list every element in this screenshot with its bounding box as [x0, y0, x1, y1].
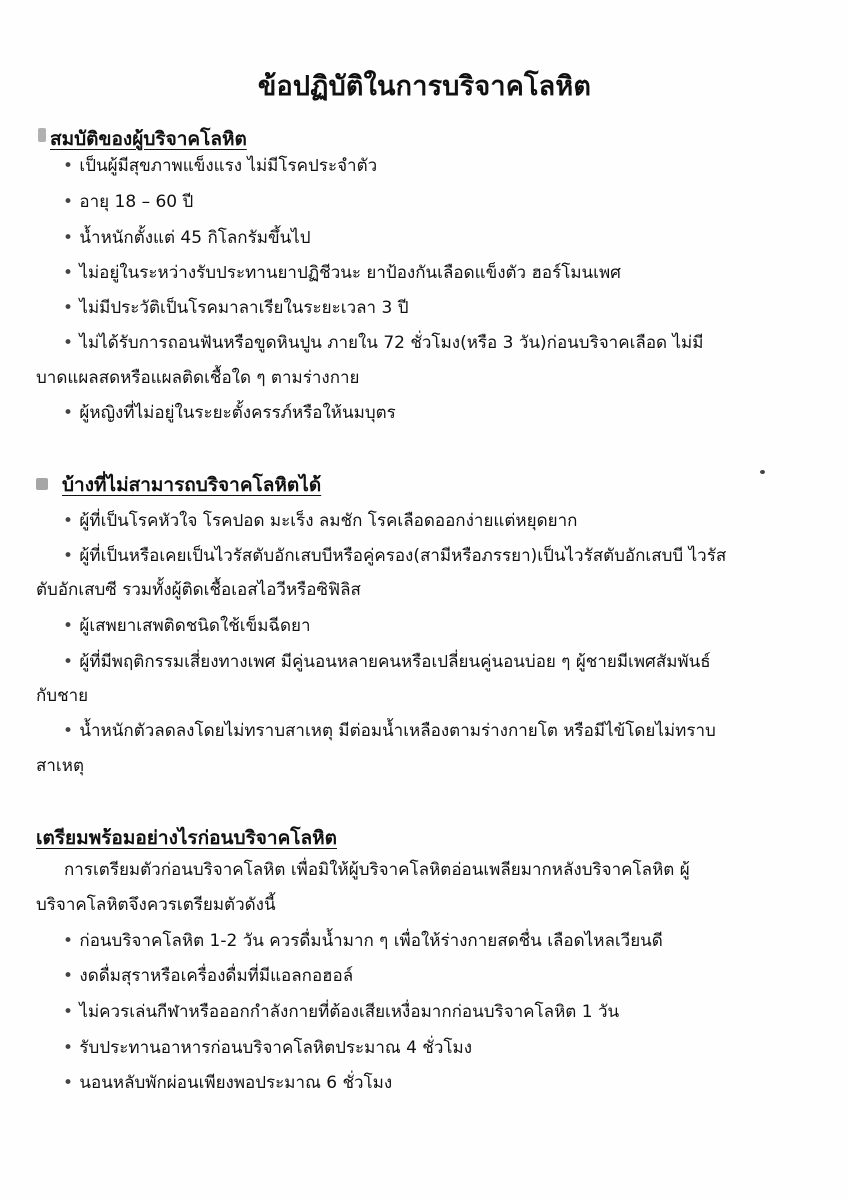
list-item: • ไม่ได้รับการถอนฟันหรือขูดหินปูน ภายใน 72 ชั่วโมง(หรือ 3 วัน)ก่อนบริจาคเลือด ไม่มี [62, 333, 704, 353]
list-item: • ไม่อยู่ในระหว่างรับประทานยาปฏิชีวนะ ยาป้องกันเลือดแข็งตัว ฮอร์โมนเพศ [62, 263, 621, 283]
section1-heading: สมบัติของผู้บริจาคโลหิต [50, 128, 247, 150]
scan-speck [760, 470, 765, 474]
list-item: • อายุ 18 – 60 ปี [62, 192, 194, 212]
list-item: • ไม่ควรเล่นกีฬาหรือออกกำลังกายที่ต้องเสียเหงื่อมากก่อนบริจาคโลหิต 1 วัน [62, 1002, 620, 1022]
list-item: • งดดื่มสุราหรือเครื่องดื่มที่มีแอลกอฮอล์ [62, 966, 354, 986]
list-item: • ผู้ที่เป็นหรือเคยเป็นไวรัสตับอักเสบบีหรือคู่ครอง(สามีหรือภรรยา)เป็นไวรัสตับอักเสบบี ไวรัส [62, 546, 727, 566]
list-item: • ไม่มีประวัติเป็นโรคมาลาเรียในระยะเวลา 3 ปี [62, 298, 409, 318]
scan-blot [36, 478, 48, 490]
section3-heading: เตรียมพร้อมอย่างไรก่อนบริจาคโลหิต [36, 827, 338, 849]
list-item: • เป็นผู้มีสุขภาพแข็งแรง ไม่มีโรคประจำตัว [62, 156, 378, 176]
section2-heading: บ้างที่ไม่สามารถบริจาคโลหิตได้ [62, 474, 322, 496]
list-item-continuation: บาดแผลสดหรือแผลติดเชื้อใด ๆ ตามร่างกาย [36, 368, 360, 388]
list-item: • ผู้หญิงที่ไม่อยู่ในระยะตั้งครรภ์หรือให้นมบุตร [62, 403, 396, 423]
scan-blot [38, 128, 46, 142]
list-item-continuation: สาเหตุ [36, 756, 84, 776]
list-item: • ผู้ที่มีพฤติกรรมเสี่ยงทางเพศ มีคู่นอนหลายคนหรือเปลี่ยนคู่นอนบ่อย ๆ ผู้ชายมีเพศสัมพันธ์ [62, 652, 711, 672]
page-title: ข้อปฏิบัติในการบริจาคโลหิต [257, 71, 592, 102]
section3-intro-line: บริจาคโลหิตจึงควรเตรียมตัวดังนี้ [36, 895, 276, 915]
list-item: • นอนหลับพักผ่อนเพียงพอประมาณ 6 ชั่วโมง [62, 1073, 393, 1093]
list-item: • ก่อนบริจาคโลหิต 1-2 วัน ควรดื่มน้ำมาก ๆ เพื่อให้ร่างกายสดชื่น เลือดไหลเวียนดี [62, 931, 663, 951]
section3-intro-line: การเตรียมตัวก่อนบริจาคโลหิต เพื่อมิให้ผู้บริจาคโลหิตอ่อนเพลียมากหลังบริจาคโลหิต ผู้ [64, 860, 690, 880]
list-item: • ผู้เสพยาเสพติดชนิดใช้เข็มฉีดยา [62, 616, 311, 636]
list-item-continuation: ตับอักเสบซี รวมทั้งผู้ติดเชื้อเอสไอวีหรือซิฟิลิส [36, 580, 361, 600]
list-item: • ผู้ที่เป็นโรคหัวใจ โรคปอด มะเร็ง ลมชัก โรคเลือดออกง่ายแต่หยุดยาก [62, 511, 578, 531]
list-item: • รับประทานอาหารก่อนบริจาคโลหิตประมาณ 4 ชั่วโมง [62, 1038, 473, 1058]
list-item: • น้ำหนักตั้งแต่ 45 กิโลกรัมขึ้นไป [62, 228, 311, 248]
list-item-continuation: กับชาย [36, 686, 89, 706]
list-item: • น้ำหนักตัวลดลงโดยไม่ทราบสาเหตุ มีต่อมน้ำเหลืองตามร่างกายโต หรือมีไข้โดยไม่ทราบ [62, 721, 716, 741]
